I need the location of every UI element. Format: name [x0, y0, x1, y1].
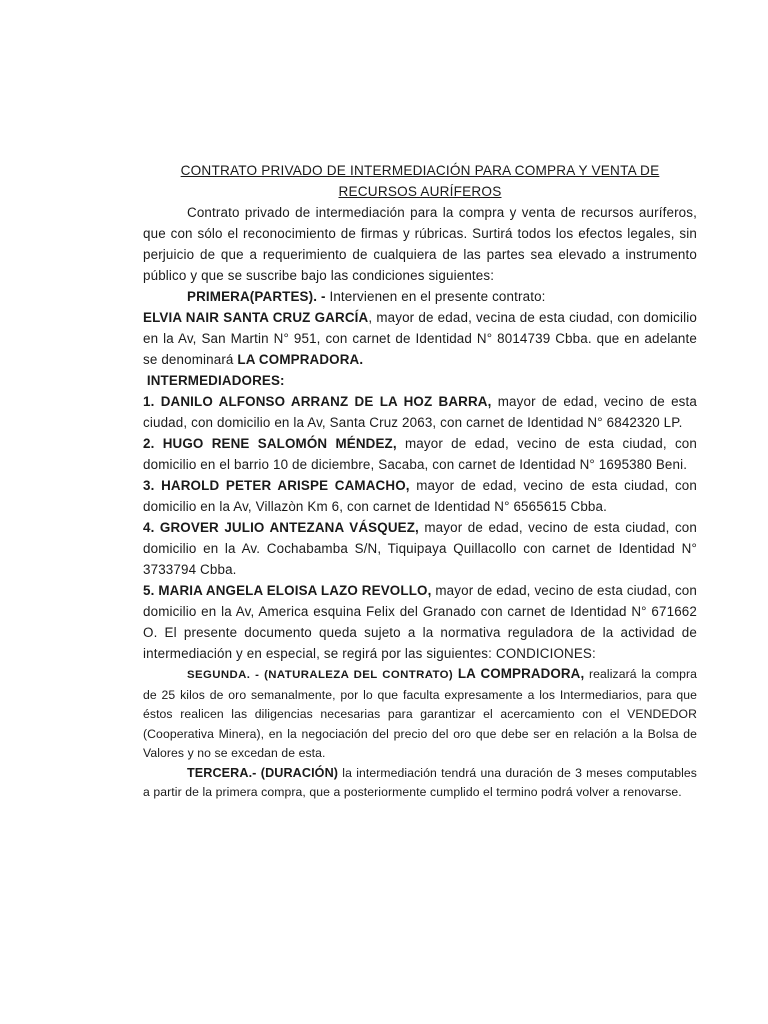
clause-primera-text: Intervienen en el presente contrato: [329, 289, 546, 304]
intermediary-4-text: mayor de edad, vecino de esta ciudad, con domicilio en la Av. Cochabamba S/N, Tiquipaya Quillacollo con carnet de Identidad N° 3733794 Cbba. [143, 520, 697, 577]
intermediaries-heading: INTERMEDIADORES: [143, 373, 285, 388]
clause-segunda-party: LA COMPRADORA, [457, 666, 585, 681]
intermediary-1-name: 1. DANILO ALFONSO ARRANZ DE LA HOZ BARRA, [143, 394, 492, 409]
clause-segunda [143, 664, 697, 764]
intermediary-2 [143, 433, 697, 475]
document-body [143, 160, 697, 803]
intermediary-2-text: mayor de edad, vecino de esta ciudad, con domicilio en el barrio 10 de diciembre, Sacaba, con carnet de Identidad N° 1695380 Beni. [143, 436, 697, 472]
intermediary-5-name: 5. MARIA ANGELA ELOISA LAZO REVOLLO, [143, 583, 432, 598]
document-title [143, 160, 697, 202]
intermediary-4-name: 4. GROVER JULIO ANTEZANA VÁSQUEZ, [143, 520, 419, 535]
clause-segunda-text: realizará la compra de 25 kilos de oro semanalmente, por lo que faculta expresamente a los Intermediarios, para que éstos realicen las diligencias necesarias para garantizar el acercamiento con el VENDEDOR (Cooperativa Minera), en la negociación del precio del oro que debe ser en relación a la Bolsa de Valores y no se excedan de esta. [143, 667, 697, 760]
clause-segunda-heading: SEGUNDA. - (NATURALEZA DEL CONTRATO) [187, 669, 458, 681]
intermediary-2-name: 2. HUGO RENE SALOMÓN MÉNDEZ, [143, 436, 397, 451]
intermediary-3 [143, 475, 697, 517]
intermediary-1-text: mayor de edad, vecino de esta ciudad, con domicilio en la Av, Santa Cruz 2063, con carnet de Identidad N° 6842320 LP. [143, 394, 697, 430]
clause-primera-heading: PRIMERA(PARTES). - [187, 289, 330, 304]
clause-tercera [143, 764, 697, 803]
party-buyer-role: LA COMPRADORA. [237, 352, 364, 367]
clause-primera [143, 286, 697, 307]
party-buyer-name: ELVIA NAIR SANTA CRUZ GARCÍA [143, 310, 369, 325]
intermediary-3-text: mayor de edad, vecino de esta ciudad, con domicilio en la Av, Villazòn Km 6, con carnet de Identidad N° 6565615 Cbba. [143, 478, 697, 514]
intermediary-3-name: 3. HAROLD PETER ARISPE CAMACHO, [143, 478, 410, 493]
intermediary-5 [143, 580, 697, 664]
intermediary-4 [143, 517, 697, 580]
intermediary-1 [143, 391, 697, 433]
title-line-1: CONTRATO PRIVADO DE INTERMEDIACIÓN PARA COMPRA Y VENTA DE [180, 163, 660, 178]
intro-paragraph: Contrato privado de intermediación para la compra y venta de recursos auríferos, que con sólo el reconocimiento de firmas y rúbricas. Surtirá todos los efectos legales, sin perjuicio de que a requerimiento de cualquiera de las partes sea elevado a instrumento público y que se suscribe bajo las condiciones siguientes: [143, 205, 697, 283]
clause-tercera-text: la intermediación tendrá una duración de 3 meses computables a partir de la primera compra, que a posteriormente cumplido el termino podrá volver a renovarse. [143, 765, 697, 799]
party-buyer [143, 307, 697, 370]
party-buyer-text: , mayor de edad, vecina de esta ciudad, con domicilio en la Av, San Martin N° 951, con carnet de Identidad N° 8014739 Cbba. que en adelante se denominará [143, 310, 697, 367]
clause-tercera-heading: TERCERA.- (DURACIÓN) [187, 765, 339, 780]
intermediary-5-text: mayor de edad, vecino de esta ciudad, con domicilio en la Av, America esquina Felix del Granado con carnet de Identidad N° 671662 O. El presente documento queda sujeto a la normativa reguladora de la actividad de intermediación y en especial, se regirá por las siguientes: CONDICIONES: [143, 583, 698, 661]
title-line-2: RECURSOS AURÍFEROS [338, 184, 502, 199]
